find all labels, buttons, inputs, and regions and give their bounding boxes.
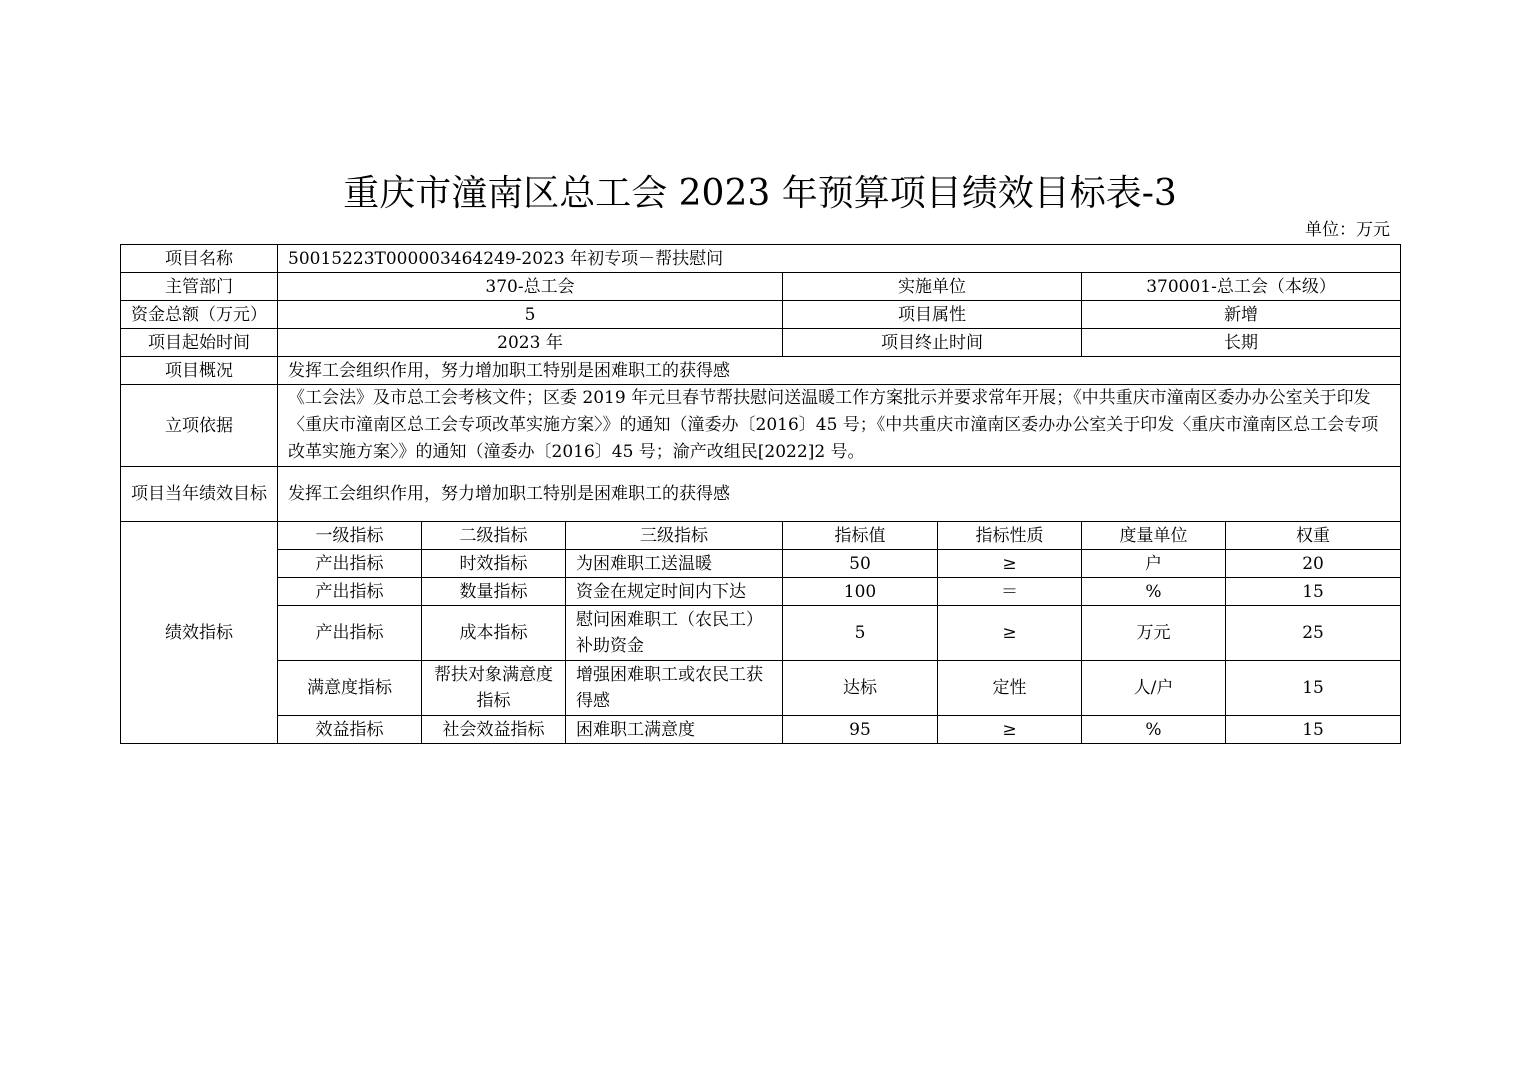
level3-cell: 增强困难职工或农民工获得感 bbox=[566, 661, 783, 716]
end-value: 长期 bbox=[1082, 329, 1401, 357]
value-cell: 100 bbox=[783, 578, 938, 606]
impl-unit-value: 370001-总工会（本级） bbox=[1082, 273, 1401, 301]
indicators-section-label: 绩效指标 bbox=[121, 522, 278, 744]
table-row bbox=[121, 578, 1401, 606]
value-cell: 5 bbox=[783, 606, 938, 661]
project-name-row bbox=[121, 245, 1401, 273]
level2-cell: 成本指标 bbox=[422, 606, 566, 661]
nature-cell: ≥ bbox=[938, 550, 1082, 578]
level1-cell: 产出指标 bbox=[278, 550, 422, 578]
header-value: 指标值 bbox=[783, 522, 938, 550]
goal-value: 发挥工会组织作用，努力增加职工特别是困难职工的获得感 bbox=[278, 467, 1401, 522]
level2-cell: 时效指标 bbox=[422, 550, 566, 578]
weight-cell: 15 bbox=[1226, 716, 1401, 744]
level3-cell: 资金在规定时间内下达 bbox=[566, 578, 783, 606]
table-row bbox=[121, 550, 1401, 578]
dept-value: 370-总工会 bbox=[278, 273, 783, 301]
level3-cell: 慰问困难职工（农民工）补助资金 bbox=[566, 606, 783, 661]
unit-cell: 万元 bbox=[1082, 606, 1226, 661]
level2-cell: 数量指标 bbox=[422, 578, 566, 606]
department-row bbox=[121, 273, 1401, 301]
dept-label: 主管部门 bbox=[121, 273, 278, 301]
unit-cell: 人/户 bbox=[1082, 661, 1226, 716]
level1-cell: 产出指标 bbox=[278, 606, 422, 661]
goal-row bbox=[121, 467, 1401, 522]
table-row bbox=[121, 716, 1401, 744]
fund-value: 5 bbox=[278, 301, 783, 329]
header-level1: 一级指标 bbox=[278, 522, 422, 550]
start-value: 2023 年 bbox=[278, 329, 783, 357]
weight-cell: 25 bbox=[1226, 606, 1401, 661]
weight-cell: 15 bbox=[1226, 661, 1401, 716]
performance-target-table bbox=[120, 244, 1401, 744]
level2-cell: 帮扶对象满意度指标 bbox=[422, 661, 566, 716]
basis-label: 立项依据 bbox=[121, 385, 278, 467]
project-name-label: 项目名称 bbox=[121, 245, 278, 273]
header-level2: 二级指标 bbox=[422, 522, 566, 550]
unit-cell: 户 bbox=[1082, 550, 1226, 578]
indicator-header-row bbox=[121, 522, 1401, 550]
value-cell: 50 bbox=[783, 550, 938, 578]
project-name-value: 50015223T000003464249-2023 年初专项－帮扶慰问 bbox=[278, 245, 1401, 273]
nature-cell: ≥ bbox=[938, 606, 1082, 661]
goal-label: 项目当年绩效目标 bbox=[121, 467, 278, 522]
unit-cell: % bbox=[1082, 716, 1226, 744]
attr-value: 新增 bbox=[1082, 301, 1401, 329]
time-row bbox=[121, 329, 1401, 357]
unit-cell: % bbox=[1082, 578, 1226, 606]
end-label: 项目终止时间 bbox=[783, 329, 1082, 357]
level3-cell: 困难职工满意度 bbox=[566, 716, 783, 744]
page-title: 重庆市潼南区总工会 2023 年预算项目绩效目标表-3 bbox=[343, 173, 1177, 214]
level1-cell: 产出指标 bbox=[278, 578, 422, 606]
header-weight: 权重 bbox=[1226, 522, 1401, 550]
value-cell: 95 bbox=[783, 716, 938, 744]
nature-cell: ＝ bbox=[938, 578, 1082, 606]
table-row bbox=[121, 661, 1401, 716]
nature-cell: 定性 bbox=[938, 661, 1082, 716]
impl-unit-label: 实施单位 bbox=[783, 273, 1082, 301]
overview-label: 项目概况 bbox=[121, 357, 278, 385]
basis-row bbox=[121, 385, 1401, 467]
level2-cell: 社会效益指标 bbox=[422, 716, 566, 744]
level1-cell: 效益指标 bbox=[278, 716, 422, 744]
nature-cell: ≥ bbox=[938, 716, 1082, 744]
header-level3: 三级指标 bbox=[566, 522, 783, 550]
attr-label: 项目属性 bbox=[783, 301, 1082, 329]
overview-row bbox=[121, 357, 1401, 385]
header-unit: 度量单位 bbox=[1082, 522, 1226, 550]
start-label: 项目起始时间 bbox=[121, 329, 278, 357]
table-row bbox=[121, 606, 1401, 661]
header-nature: 指标性质 bbox=[938, 522, 1082, 550]
weight-cell: 15 bbox=[1226, 578, 1401, 606]
overview-value: 发挥工会组织作用，努力增加职工特别是困难职工的获得感 bbox=[278, 357, 1401, 385]
basis-value: 《工会法》及市总工会考核文件；区委 2019 年元旦春节帮扶慰问送温暖工作方案批示并要求常年开展；《中共重庆市潼南区委办办公室关于印发〈重庆市潼南区总工会专项改革实施方案〉》的通知（潼委办〔2016〕45 号；《中共重庆市潼南区委办办公室关于印发〈重庆市潼南区总工会专项改革实施方案〉》的通知（潼委办〔2016〕45 号；渝产改组民[2022]2 号。 bbox=[278, 385, 1401, 467]
weight-cell: 20 bbox=[1226, 550, 1401, 578]
unit-label: 单位：万元 bbox=[1305, 220, 1390, 240]
level1-cell: 满意度指标 bbox=[278, 661, 422, 716]
fund-label: 资金总额（万元） bbox=[121, 301, 278, 329]
level3-cell: 为困难职工送温暖 bbox=[566, 550, 783, 578]
fund-row bbox=[121, 301, 1401, 329]
value-cell: 达标 bbox=[783, 661, 938, 716]
